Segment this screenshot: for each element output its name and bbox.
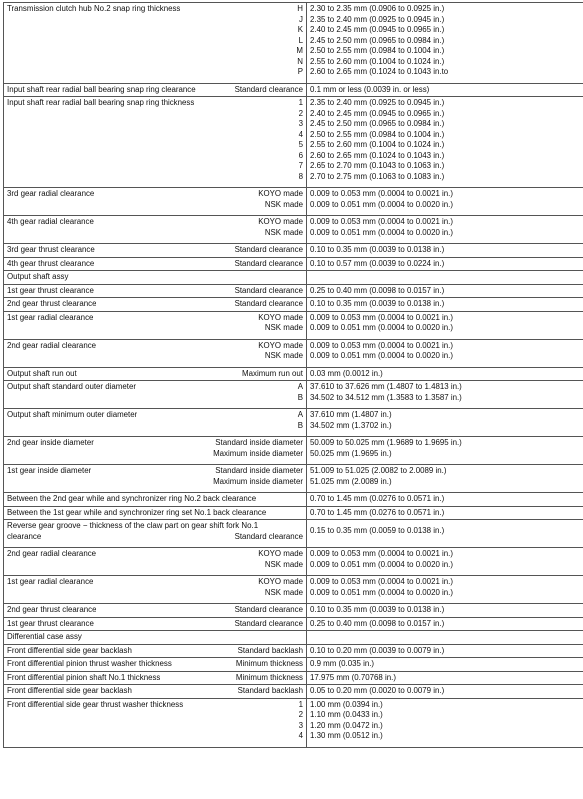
spec-item-cell (4, 3, 307, 84)
spec-row (4, 3, 583, 84)
spec-item-line (7, 521, 303, 532)
spec-item-line (7, 508, 303, 519)
spec-item-line (7, 217, 303, 228)
spec-item-name: Reverse gear groove − thickness of the claw part on gear shift fork No.1 (7, 521, 258, 532)
spec-condition: Standard clearance (235, 619, 303, 630)
spec-condition: Standard backlash (238, 686, 303, 697)
spec-condition: Maximum inside diameter (213, 449, 303, 460)
spec-value: 2.40 to 2.45 mm (0.0945 to 0.0965 in.) (310, 109, 581, 120)
spec-condition: Minimum thickness (236, 659, 303, 670)
spec-condition: 8 (299, 172, 303, 183)
spec-condition: KOYO made (258, 549, 303, 560)
spec-item-name: Front differential side gear thrust washer thickness (7, 700, 183, 711)
spec-value: 0.009 to 0.053 mm (0.0004 to 0.0021 in.) (310, 217, 581, 228)
spec-value: 2.50 to 2.55 mm (0.0984 to 0.1004 in.) (310, 46, 581, 57)
spec-item-cell (4, 97, 307, 188)
spec-value: 51.025 mm (2.0089 in.) (310, 477, 581, 488)
spec-item-line (7, 109, 303, 120)
spec-condition: 4 (299, 130, 303, 141)
spec-value: 1.30 mm (0.0512 in.) (310, 731, 581, 742)
spec-row (4, 520, 583, 548)
spec-item-name: Front differential side gear backlash (7, 686, 132, 697)
spec-condition: A (298, 410, 303, 421)
spec-row (4, 367, 583, 381)
spec-value-cell (307, 506, 583, 520)
spec-value-cell (307, 311, 583, 339)
cell-bottom-gap (7, 742, 303, 746)
spec-row (4, 493, 583, 507)
spec-item-line (7, 161, 303, 172)
spec-row (4, 506, 583, 520)
spec-item-line (7, 659, 303, 670)
spec-item-cell (4, 698, 307, 747)
cell-bottom-gap (7, 334, 303, 338)
spec-item-line (7, 382, 303, 393)
cell-bottom-gap (7, 78, 303, 82)
spec-item-cell (4, 631, 307, 645)
spec-item-cell (4, 83, 307, 97)
spec-condition: 1 (299, 98, 303, 109)
spec-value-cell (307, 367, 583, 381)
spec-item-line (7, 286, 303, 297)
spec-item-line (7, 259, 303, 270)
spec-item-name: Input shaft rear radial ball bearing snap ring thickness (7, 98, 194, 109)
spec-item-cell (4, 520, 307, 548)
spec-value: 2.40 to 2.45 mm (0.0945 to 0.0965 in.) (310, 25, 581, 36)
spec-condition: 4 (299, 731, 303, 742)
section-title: Output shaft assy (7, 272, 303, 283)
spec-condition: P (298, 67, 303, 78)
spec-item-cell (4, 244, 307, 258)
spec-value: 2.45 to 2.50 mm (0.0965 to 0.0984 in.) (310, 119, 581, 130)
spec-item-name: 4th gear thrust clearance (7, 259, 94, 270)
spec-condition: Standard clearance (235, 532, 303, 543)
spec-condition: 5 (299, 140, 303, 151)
spec-item-line (7, 449, 303, 460)
spec-value: 0.10 to 0.35 mm (0.0039 to 0.0138 in.) (310, 245, 581, 256)
spec-condition: A (298, 382, 303, 393)
spec-condition: Standard inside diameter (215, 466, 303, 477)
spec-item-line (7, 477, 303, 488)
spec-item-cell (4, 367, 307, 381)
spec-condition: 3 (299, 119, 303, 130)
spec-value-cell (307, 257, 583, 271)
spec-condition: Standard clearance (235, 85, 303, 96)
spec-value: 17.975 mm (0.70768 in.) (310, 673, 581, 684)
spec-value: 0.009 to 0.051 mm (0.0004 to 0.0020 in.) (310, 323, 581, 334)
spec-item-name: 1st gear radial clearance (7, 577, 93, 588)
spec-item-line (7, 532, 303, 543)
spec-value-cell (307, 188, 583, 216)
spec-condition: 1 (299, 700, 303, 711)
spec-row (4, 381, 583, 409)
spec-item-cell (4, 339, 307, 367)
spec-item-name: Output shaft run out (7, 369, 77, 380)
spec-condition: J (299, 15, 303, 26)
spec-value-cell (307, 465, 583, 493)
spec-item-cell (4, 685, 307, 699)
spec-value: 2.60 to 2.65 mm (0.1024 to 0.1043 in.) (310, 151, 581, 162)
spec-row (4, 671, 583, 685)
spec-value: 0.10 to 0.57 mm (0.0039 to 0.0224 in.) (310, 259, 581, 270)
spec-value-cell (307, 576, 583, 604)
spec-item-line (7, 151, 303, 162)
spec-condition: Standard inside diameter (215, 438, 303, 449)
spec-value: 0.10 to 0.20 mm (0.0039 to 0.0079 in.) (310, 646, 581, 657)
spec-table-body (4, 3, 583, 748)
spec-item-name: 2nd gear thrust clearance (7, 605, 96, 616)
spec-value: 0.70 to 1.45 mm (0.0276 to 0.0571 in.) (310, 494, 581, 505)
spec-condition: Maximum run out (242, 369, 303, 380)
spec-value-cell (307, 409, 583, 437)
spec-item-cell (4, 216, 307, 244)
cell-bottom-gap (7, 487, 303, 491)
spec-item-cell (4, 548, 307, 576)
spec-item-line (7, 605, 303, 616)
spec-value: 0.25 to 0.40 mm (0.0098 to 0.0157 in.) (310, 619, 581, 630)
spec-condition: Standard clearance (235, 299, 303, 310)
spec-condition: KOYO made (258, 217, 303, 228)
spec-value: 2.55 to 2.60 mm (0.1004 to 0.1024 in.) (310, 140, 581, 151)
spec-item-name: Output shaft standard outer diameter (7, 382, 136, 393)
section-title: Differential case assy (7, 632, 303, 643)
spec-value: 0.009 to 0.051 mm (0.0004 to 0.0020 in.) (310, 560, 581, 571)
spec-value-cell (307, 271, 583, 285)
cell-bottom-gap (7, 210, 303, 214)
spec-value: 2.60 to 2.65 mm (0.1024 to 0.1043 in.to (310, 67, 581, 78)
spec-table (3, 2, 583, 748)
spec-item-name: Between the 2nd gear while and synchronizer ring No.2 back clearance (7, 494, 256, 505)
spec-condition: 6 (299, 151, 303, 162)
spec-item-cell (4, 465, 307, 493)
spec-value: 2.65 to 2.70 mm (0.1043 to 0.1063 in.) (310, 161, 581, 172)
spec-item-line (7, 119, 303, 130)
spec-value-cell (307, 631, 583, 645)
spec-value: 0.009 to 0.053 mm (0.0004 to 0.0021 in.) (310, 313, 581, 324)
section-row (4, 631, 583, 645)
spec-value-cell (307, 617, 583, 631)
spec-item-name: Front differential side gear backlash (7, 646, 132, 657)
spec-condition: NSK made (265, 560, 303, 571)
spec-row (4, 298, 583, 312)
spec-condition: B (298, 393, 303, 404)
spec-item-name: Front differential pinion thrust washer thickness (7, 659, 172, 670)
spec-value-cell (307, 548, 583, 576)
spec-item-line (7, 731, 303, 742)
spec-row (4, 311, 583, 339)
spec-item-name: Front differential pinion shaft No.1 thickness (7, 673, 160, 684)
spec-row (4, 409, 583, 437)
spec-value: 0.009 to 0.051 mm (0.0004 to 0.0020 in.) (310, 228, 581, 239)
spec-value-cell (307, 3, 583, 84)
spec-item-line (7, 369, 303, 380)
spec-item-line (7, 351, 303, 362)
spec-item-cell (4, 604, 307, 618)
spec-value-cell (307, 658, 583, 672)
spec-item-name: 3rd gear radial clearance (7, 189, 94, 200)
spec-item-line (7, 700, 303, 711)
spec-value: 2.45 to 2.50 mm (0.0965 to 0.0984 in.) (310, 36, 581, 47)
spec-item-line (7, 200, 303, 211)
spec-item-name: 4th gear radial clearance (7, 217, 94, 228)
spec-item-line (7, 323, 303, 334)
cell-bottom-gap (7, 542, 303, 546)
spec-row (4, 257, 583, 271)
spec-condition: NSK made (265, 228, 303, 239)
spec-condition: 7 (299, 161, 303, 172)
spec-condition: Standard clearance (235, 259, 303, 270)
spec-value-cell (307, 381, 583, 409)
spec-row (4, 604, 583, 618)
spec-value: 0.009 to 0.051 mm (0.0004 to 0.0020 in.) (310, 351, 581, 362)
spec-item-line (7, 172, 303, 183)
spec-condition: 3 (299, 721, 303, 732)
spec-condition: H (297, 4, 303, 15)
spec-item-name: 2nd gear radial clearance (7, 341, 96, 352)
spec-item-line (7, 313, 303, 324)
spec-item-line (7, 36, 303, 47)
spec-item-name: 1st gear thrust clearance (7, 619, 94, 630)
cell-bottom-gap (7, 182, 303, 186)
spec-condition: 2 (299, 710, 303, 721)
spec-value-cell (307, 339, 583, 367)
spec-value: 0.03 mm (0.0012 in.) (310, 369, 581, 380)
spec-item-line (7, 549, 303, 560)
spec-value-cell (307, 216, 583, 244)
spec-value-cell (307, 437, 583, 465)
spec-item-cell (4, 437, 307, 465)
spec-value: 1.00 mm (0.0394 in.) (310, 700, 581, 711)
spec-value: 0.009 to 0.053 mm (0.0004 to 0.0021 in.) (310, 549, 581, 560)
spec-row (4, 188, 583, 216)
spec-value: 2.50 to 2.55 mm (0.0984 to 0.1004 in.) (310, 130, 581, 141)
spec-item-name: 1st gear inside diameter (7, 466, 91, 477)
spec-item-line (7, 686, 303, 697)
spec-value: 34.502 to 34.512 mm (1.3583 to 1.3587 in.) (310, 393, 581, 404)
spec-value: 0.05 to 0.20 mm (0.0020 to 0.0079 in.) (310, 686, 581, 697)
spec-condition: B (298, 421, 303, 432)
spec-condition: KOYO made (258, 189, 303, 200)
spec-condition: K (298, 25, 303, 36)
spec-item-name: Between the 1st gear while and synchronizer ring set No.1 back clearance (7, 508, 266, 519)
spec-value: 0.25 to 0.40 mm (0.0098 to 0.0157 in.) (310, 286, 581, 297)
spec-item-line (7, 4, 303, 15)
spec-row (4, 698, 583, 747)
spec-condition: NSK made (265, 323, 303, 334)
spec-condition: Minimum thickness (236, 673, 303, 684)
spec-value: 2.30 to 2.35 mm (0.0906 to 0.0925 in.) (310, 4, 581, 15)
spec-row (4, 437, 583, 465)
spec-item-name: Input shaft rear radial ball bearing snap ring clearance (7, 85, 196, 96)
spec-item-cell (4, 271, 307, 285)
spec-value: 51.009 to 51.025 (2.0082 to 2.0089 in.) (310, 466, 581, 477)
spec-condition: NSK made (265, 200, 303, 211)
spec-value: 34.502 mm (1.3702 in.) (310, 421, 581, 432)
spec-value: 0.15 to 0.35 mm (0.0059 to 0.0138 in.) (310, 526, 581, 537)
spec-item-line (7, 646, 303, 657)
spec-item-name: Transmission clutch hub No.2 snap ring thickness (7, 4, 180, 15)
spec-value: 0.009 to 0.053 mm (0.0004 to 0.0021 in.) (310, 341, 581, 352)
spec-row (4, 685, 583, 699)
spec-value: 2.35 to 2.40 mm (0.0925 to 0.0945 in.) (310, 98, 581, 109)
spec-item-cell (4, 188, 307, 216)
spec-condition: KOYO made (258, 577, 303, 588)
spec-item-name-cont: clearance (7, 532, 41, 543)
cell-bottom-gap (7, 598, 303, 602)
spec-item-name: 3rd gear thrust clearance (7, 245, 95, 256)
spec-row (4, 216, 583, 244)
spec-item-line (7, 577, 303, 588)
spec-item-line (7, 189, 303, 200)
spec-row (4, 576, 583, 604)
spec-item-cell (4, 617, 307, 631)
spec-item-line (7, 619, 303, 630)
spec-item-line (7, 15, 303, 26)
spec-row (4, 83, 583, 97)
spec-row (4, 644, 583, 658)
spec-value-cell (307, 83, 583, 97)
spec-item-line (7, 710, 303, 721)
spec-condition: N (297, 57, 303, 68)
section-row (4, 271, 583, 285)
spec-item-line (7, 421, 303, 432)
spec-value: 0.9 mm (0.035 in.) (310, 659, 581, 670)
spec-value: 2.55 to 2.60 mm (0.1004 to 0.1024 in.) (310, 57, 581, 68)
spec-condition: KOYO made (258, 341, 303, 352)
spec-item-line (7, 299, 303, 310)
spec-item-name: 1st gear thrust clearance (7, 286, 94, 297)
spec-item-cell (4, 576, 307, 604)
spec-item-line (7, 721, 303, 732)
spec-item-line (7, 98, 303, 109)
spec-value: 50.025 mm (1.9695 in.) (310, 449, 581, 460)
spec-item-name: 2nd gear thrust clearance (7, 299, 96, 310)
cell-bottom-gap (7, 403, 303, 407)
spec-item-cell (4, 284, 307, 298)
spec-value: 0.10 to 0.35 mm (0.0039 to 0.0138 in.) (310, 605, 581, 616)
spec-item-cell (4, 298, 307, 312)
spec-item-name: 1st gear radial clearance (7, 313, 93, 324)
spec-value: 1.10 mm (0.0433 in.) (310, 710, 581, 721)
spec-row (4, 339, 583, 367)
spec-value-cell (307, 284, 583, 298)
spec-item-line (7, 673, 303, 684)
spec-row (4, 548, 583, 576)
spec-item-line (7, 494, 303, 505)
spec-value: 2.70 to 2.75 mm (0.1063 to 0.1083 in.) (310, 172, 581, 183)
spec-value: 1.20 mm (0.0472 in.) (310, 721, 581, 732)
spec-item-name: 2nd gear radial clearance (7, 549, 96, 560)
spec-item-name: Output shaft minimum outer diameter (7, 410, 137, 421)
spec-value: 2.35 to 2.40 mm (0.0925 to 0.0945 in.) (310, 15, 581, 26)
spec-condition: Standard clearance (235, 245, 303, 256)
spec-value: 0.70 to 1.45 mm (0.0276 to 0.0571 in.) (310, 508, 581, 519)
spec-item-name: 2nd gear inside diameter (7, 438, 94, 449)
spec-condition: L (299, 36, 303, 47)
spec-row (4, 658, 583, 672)
spec-value: 0.009 to 0.051 mm (0.0004 to 0.0020 in.) (310, 200, 581, 211)
spec-value-cell (307, 698, 583, 747)
spec-item-line (7, 46, 303, 57)
spec-item-line (7, 438, 303, 449)
spec-item-line (7, 466, 303, 477)
spec-condition: M (296, 46, 303, 57)
spec-item-line (7, 228, 303, 239)
spec-value-cell (307, 685, 583, 699)
spec-value: 0.10 to 0.35 mm (0.0039 to 0.0138 in.) (310, 299, 581, 310)
spec-item-line (7, 393, 303, 404)
spec-item-line (7, 560, 303, 571)
spec-value: 0.009 to 0.053 mm (0.0004 to 0.0021 in.) (310, 577, 581, 588)
spec-item-line (7, 245, 303, 256)
spec-condition: Standard backlash (238, 646, 303, 657)
cell-bottom-gap (7, 570, 303, 574)
spec-item-cell (4, 381, 307, 409)
spec-item-line (7, 25, 303, 36)
spec-item-cell (4, 493, 307, 507)
spec-value-cell (307, 97, 583, 188)
spec-item-cell (4, 409, 307, 437)
spec-item-cell (4, 311, 307, 339)
spec-item-cell (4, 671, 307, 685)
spec-item-line (7, 410, 303, 421)
spec-row (4, 617, 583, 631)
spec-condition: KOYO made (258, 313, 303, 324)
spec-condition: 2 (299, 109, 303, 120)
spec-condition: Standard clearance (235, 605, 303, 616)
spec-value-cell (307, 244, 583, 258)
spec-value-cell (307, 604, 583, 618)
spec-item-line (7, 57, 303, 68)
spec-item-cell (4, 257, 307, 271)
spec-value-cell (307, 298, 583, 312)
spec-item-cell (4, 506, 307, 520)
spec-value-cell (307, 493, 583, 507)
spec-row (4, 97, 583, 188)
spec-item-line (7, 588, 303, 599)
spec-value: 37.610 to 37.626 mm (1.4807 to 1.4813 in.) (310, 382, 581, 393)
spec-item-cell (4, 658, 307, 672)
cell-bottom-gap (7, 238, 303, 242)
spec-value: 0.1 mm or less (0.0039 in. or less) (310, 85, 581, 96)
spec-value-cell (307, 671, 583, 685)
spec-condition: NSK made (265, 351, 303, 362)
spec-condition: Standard clearance (235, 286, 303, 297)
spec-item-line (7, 67, 303, 78)
spec-value: 50.009 to 50.025 mm (1.9689 to 1.9695 in.) (310, 438, 581, 449)
spec-item-line (7, 140, 303, 151)
spec-condition: NSK made (265, 588, 303, 599)
spec-value: 37.610 mm (1.4807 in.) (310, 410, 581, 421)
cell-bottom-gap (7, 431, 303, 435)
spec-item-line (7, 341, 303, 352)
spec-item-cell (4, 644, 307, 658)
spec-item-line (7, 130, 303, 141)
spec-value-cell (307, 520, 583, 548)
spec-row (4, 465, 583, 493)
spec-value: 0.009 to 0.051 mm (0.0004 to 0.0020 in.) (310, 588, 581, 599)
cell-bottom-gap (7, 459, 303, 463)
cell-bottom-gap (7, 362, 303, 366)
spec-value-cell (307, 644, 583, 658)
spec-value: 0.009 to 0.053 mm (0.0004 to 0.0021 in.) (310, 189, 581, 200)
spec-row (4, 244, 583, 258)
spec-item-line (7, 85, 303, 96)
spec-row (4, 284, 583, 298)
spec-condition: Maximum inside diameter (213, 477, 303, 488)
